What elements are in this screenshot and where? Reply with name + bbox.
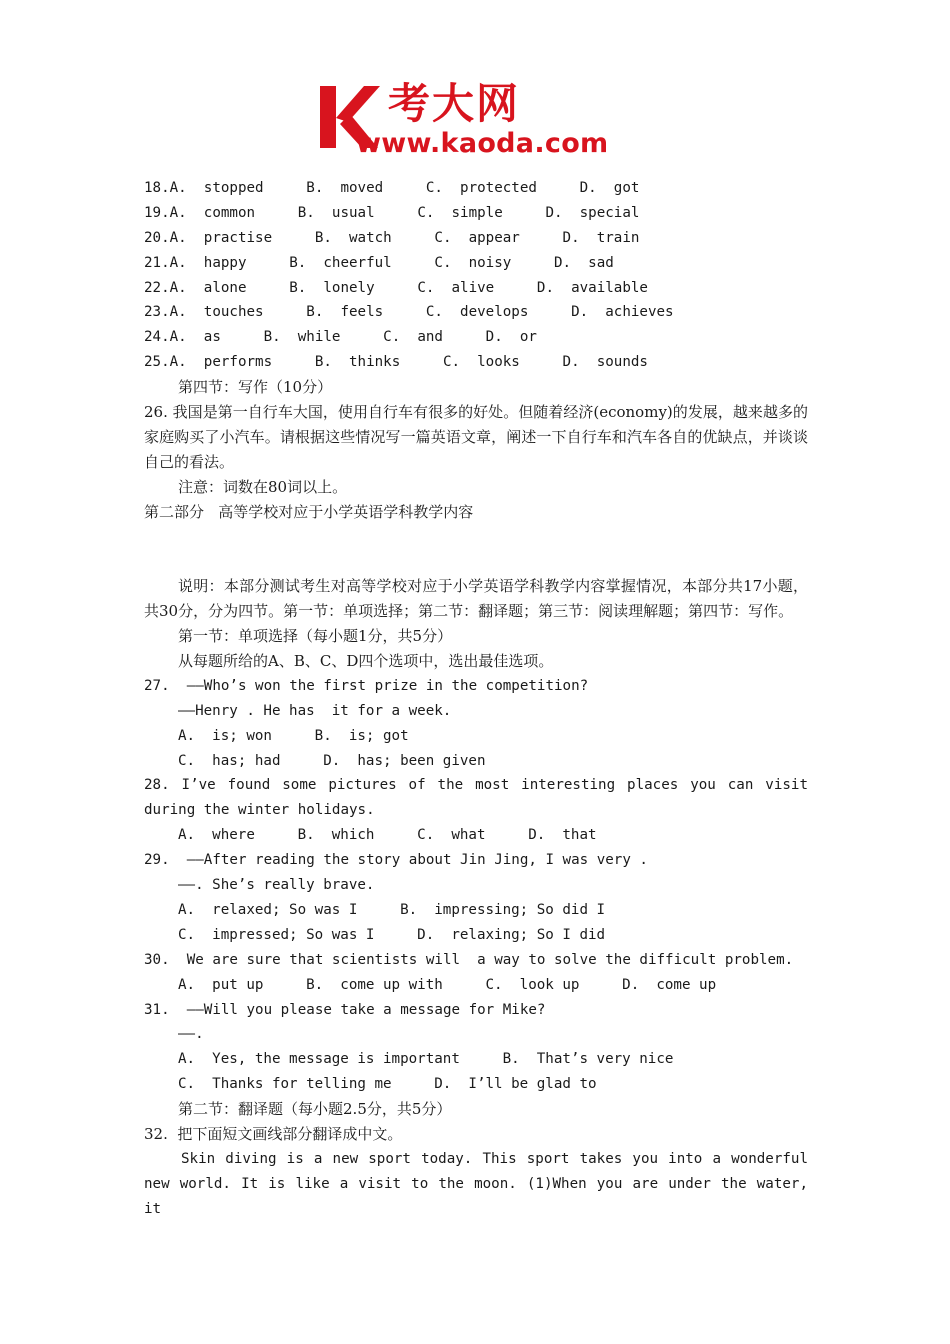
section2-heading: 第二节：翻译题（每小题2.5分，共5分） <box>178 1100 452 1119</box>
question-32: 32. 把下面短文画线部分翻译成中文。 <box>144 1124 403 1143</box>
question-31-options-ab: A. Yes, the message is important B. That’s very nice <box>178 1051 674 1068</box>
section4-heading: 第四节：写作（10分） <box>178 378 333 397</box>
section1-instruction: 从每题所给的A、B、C、D四个选项中，选出最佳选项。 <box>178 652 554 670</box>
question-31-options-cd: C. Thanks for telling me D. I’ll be glad to <box>178 1076 597 1093</box>
question-26-note: 注意：词数在80词以上。 <box>178 477 348 496</box>
question-28: 28. I’ve found some pictures of the most interesting places you can visit during the winter holidays. <box>144 777 808 819</box>
question-29: 29. ——After reading the story about Jin Jing, I was very . <box>144 852 648 869</box>
document-body <box>144 176 808 1222</box>
option-line-18: 18.A. stopped B. moved C. protected D. got <box>144 180 640 196</box>
question-29-options-cd: C. impressed; So was I D. relaxing; So I did <box>178 926 606 943</box>
option-line-23: 23.A. touches B. feels C. develops D. achieves <box>144 304 674 321</box>
kaoda-logo <box>318 78 638 164</box>
question-30-options: A. put up B. come up with C. look up D. come up <box>178 976 717 993</box>
question-31: 31. ——Will you please take a message for Mike? <box>144 1001 546 1018</box>
question-29-reply: ——. She’s really brave. <box>178 877 375 894</box>
section1-heading: 第一节：单项选择（每小题1分，共5分） <box>178 627 453 646</box>
logo-brand-text: 考大网 <box>388 79 521 128</box>
question-31-reply: ——. <box>178 1026 204 1043</box>
part2-description: 说明：本部分测试考生对高等学校对应于小学英语学科教学内容掌握情况，本部分共17小题，共30分，分为四节。第一节：单项选择；第二节：翻译题；第三节：阅读理解题；第四节：写作。 <box>144 577 808 621</box>
logo-url-text: www.kaoda.com <box>356 128 609 159</box>
option-line-22: 22.A. alone B. lonely C. alive D. available <box>144 279 648 296</box>
question-27-options-ab: A. is; won B. is; got <box>178 727 409 744</box>
part2-heading: 第二部分 高等学校对应于小学英语学科教学内容 <box>144 502 474 521</box>
option-line-19: 19.A. common B. usual C. simple D. special <box>144 204 640 221</box>
question-29-options-ab: A. relaxed; So was I B. impressing; So did I <box>178 901 606 918</box>
option-line-21: 21.A. happy B. cheerful C. noisy D. sad <box>144 254 614 271</box>
option-line-20: 20.A. practise B. watch C. appear D. train <box>144 229 640 246</box>
question-30: 30. We are sure that scientists will a way to solve the difficult problem. <box>144 951 794 968</box>
question-32-passage: Skin diving is a new sport today. This sport takes you into a wonderful new world. It is like a visit to the moon. (1)When you are under the water, it <box>144 1150 808 1217</box>
option-line-25: 25.A. performs B. thinks C. looks D. sounds <box>144 354 648 371</box>
question-27-reply: ——Henry . He has it for a week. <box>178 702 452 719</box>
question-27-options-cd: C. has; had D. has; been given <box>178 752 486 769</box>
option-line-24: 24.A. as B. while C. and D. or <box>144 329 537 346</box>
question-27: 27. ——Who’s won the first prize in the competition? <box>144 677 589 694</box>
question-28-options: A. where B. which C. what D. that <box>178 827 597 844</box>
question-26: 26. 我国是第一自行车大国，使用自行车有很多的好处。但随着经济(economy)的发展，越来越多的家庭购买了小汽车。请根据这些情况写一篇英语文章，阐述一下自行车和汽车各自的优缺点，并谈谈自己的看法。 <box>144 403 808 471</box>
